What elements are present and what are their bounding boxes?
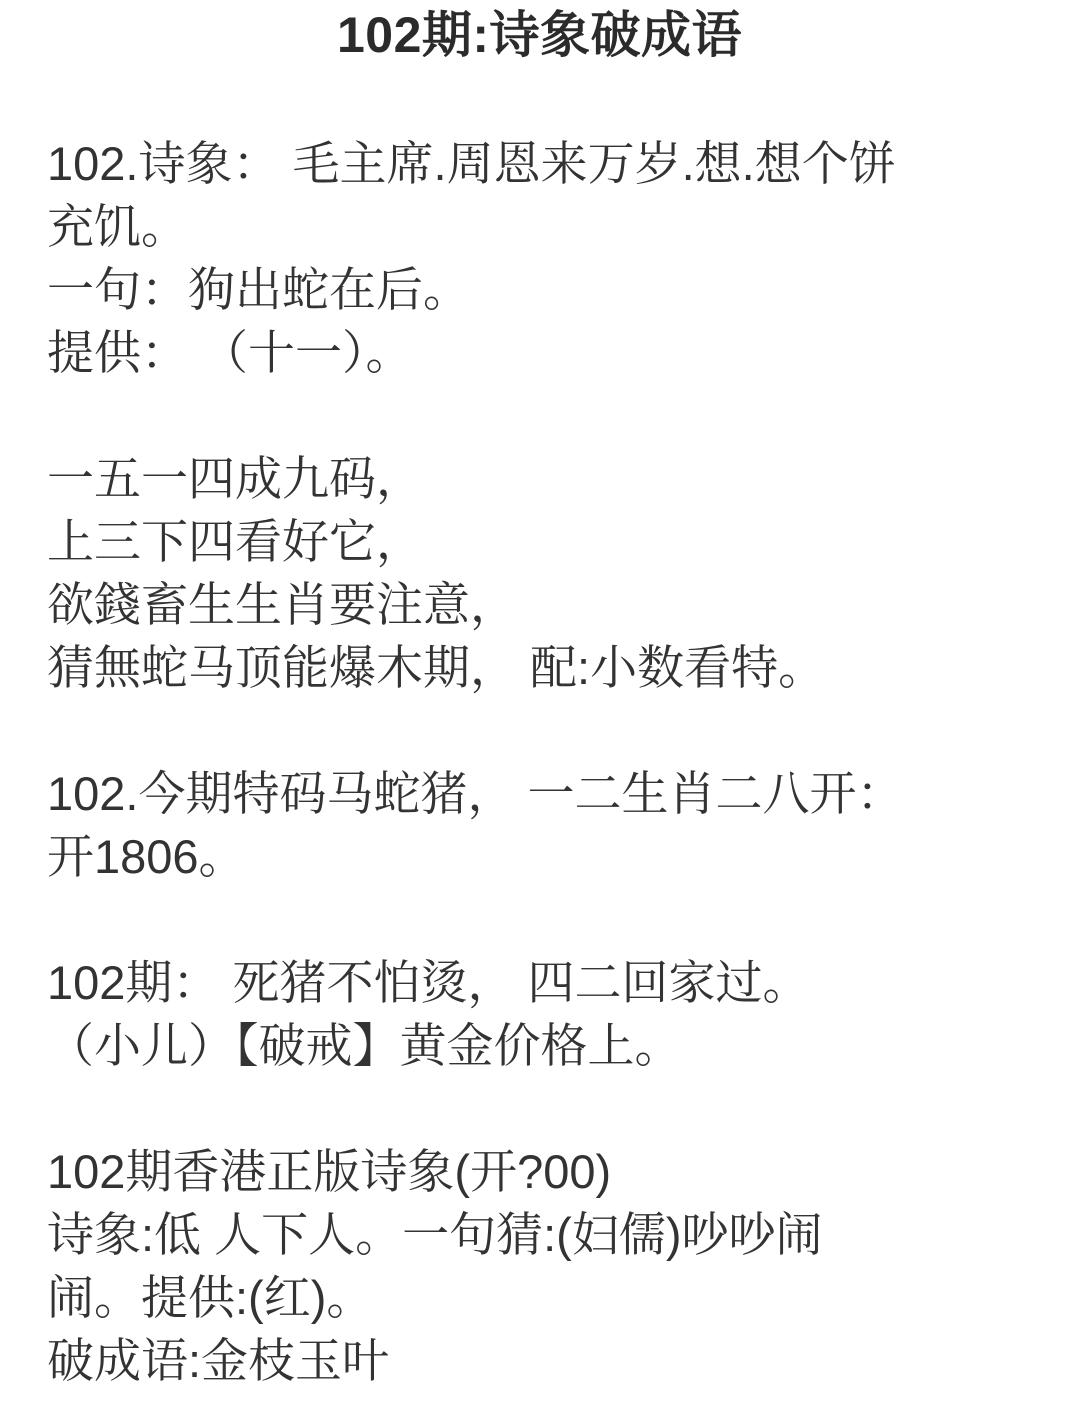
text-line: 提供： （十一）。 bbox=[47, 326, 413, 379]
text-line: 破成语:金枝玉叶 bbox=[47, 1334, 390, 1387]
text-line: 102期香港正版诗象(开?00) bbox=[47, 1145, 612, 1198]
hongkong-edition-section bbox=[47, 1140, 1043, 1392]
text-line: 欲錢畜生生肖要注意， bbox=[47, 578, 517, 631]
special-code-section bbox=[47, 762, 1043, 888]
text-line: 上三下四看好它， bbox=[47, 515, 423, 568]
text-line: 闹。提供:(红)。 bbox=[47, 1271, 374, 1324]
text-line: 猜無蛇马顶能爆木期， 配:小数看特。 bbox=[47, 641, 826, 694]
saying-section bbox=[47, 951, 1043, 1077]
text-line: 一五一四成九码， bbox=[47, 452, 423, 505]
text-line: 开1806。 bbox=[47, 830, 246, 883]
verse-section bbox=[47, 447, 1043, 699]
document-body bbox=[0, 132, 1079, 1392]
text-line: 102.今期特码马蛇猪， 一二生肖二八开： bbox=[47, 767, 904, 820]
page-title: 102期:诗象破成语 bbox=[336, 7, 743, 63]
text-line: 102期： 死猪不怕烫， 四二回家过。 bbox=[47, 956, 810, 1009]
text-line: 诗象:低 人下人。一句猜:(妇儒)吵吵闹 bbox=[47, 1208, 823, 1261]
text-line: 一句：狗出蛇在后。 bbox=[47, 263, 470, 316]
text-line: （小儿）【破戒】黄金价格上。 bbox=[47, 1019, 682, 1072]
poem-clue-section bbox=[47, 132, 1043, 384]
text-line: 102.诗象： 毛主席.周恩来万岁.想.想个饼 bbox=[47, 137, 896, 190]
text-line: 充饥。 bbox=[47, 200, 188, 253]
